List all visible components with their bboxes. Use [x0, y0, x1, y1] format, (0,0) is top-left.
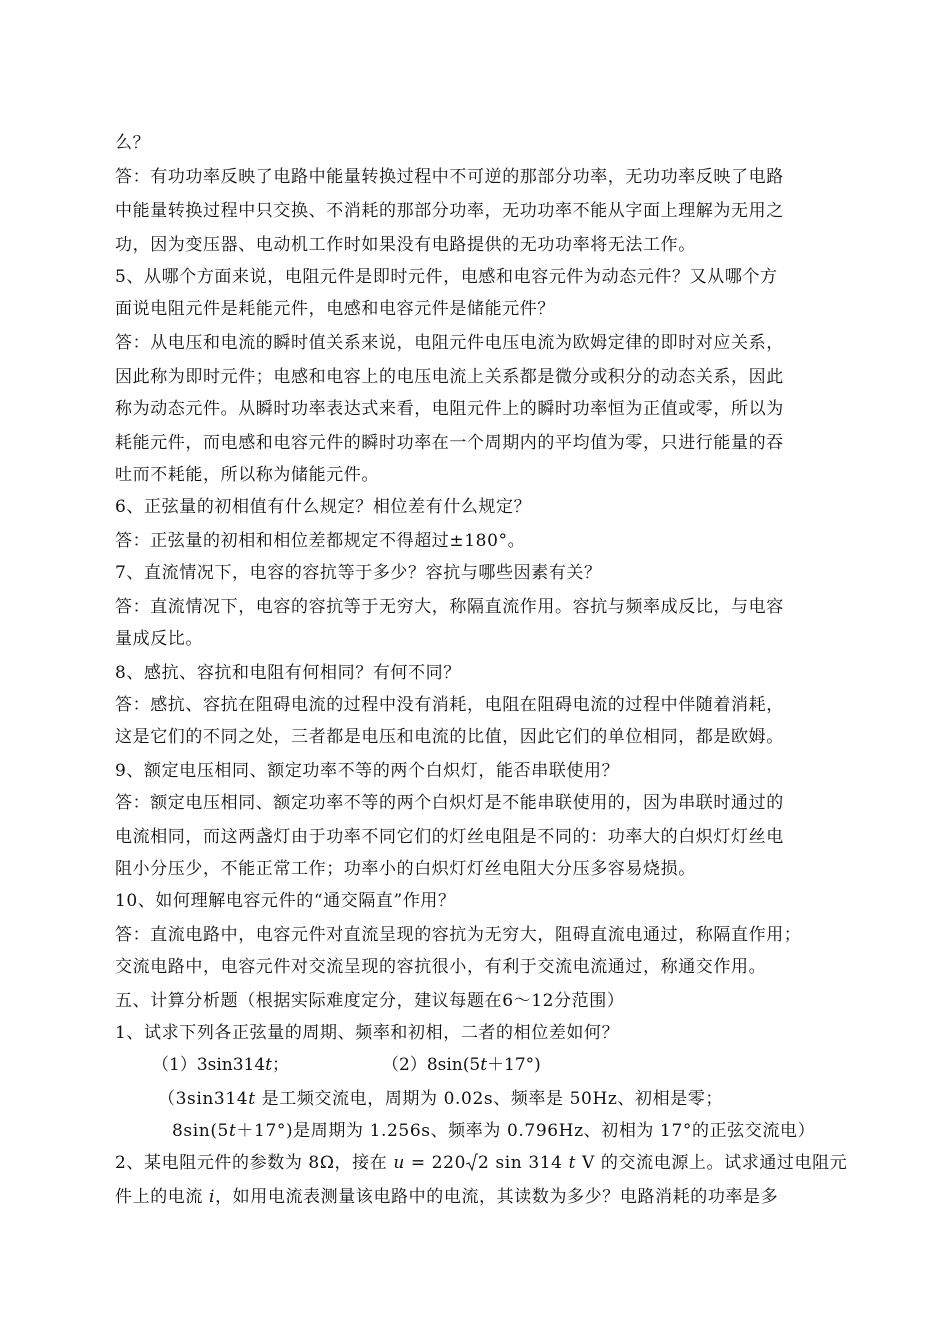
text-line: 这是它们的不同之处，三者都是电压和电流的比值，因此它们的单位相同，都是欧姆。 [115, 727, 784, 747]
calc-item-1-end: ； [272, 1055, 290, 1075]
question-5: 5、从哪个方面来说，电阻元件是即时元件，电感和电容元件为动态元件？又从哪个方 [115, 267, 778, 287]
text-line [115, 1182, 845, 1212]
q2-eq: = 220 [404, 1153, 467, 1173]
q2-u: u [393, 1153, 405, 1173]
question-7: 7、直流情况下，电容的容抗等于多少？容抗与哪些因素有关？ [115, 563, 602, 583]
ans-part: （3sin314 [158, 1089, 249, 1109]
text-line: 交流电路中，电容元件对交流呈现的容抗很小，有利于交流电流通过，称通交作用。 [115, 957, 767, 977]
ans-part: 8sin(5 [172, 1121, 229, 1141]
calc-answer-line-1 [158, 1084, 848, 1114]
answer-5: 答：从电压和电流的瞬时值关系来说，电阻元件电压电流为欧姆定律的即时对应关系， [115, 333, 784, 353]
calc-item-2-end: ＋17°) [487, 1055, 541, 1075]
ans-part: ＋17°)是周期为 1.256s、频率为 0.796Hz、初相为 17°的正弦交流电） [236, 1121, 816, 1141]
q2-i: i [209, 1187, 216, 1207]
q2-unit: V 的交流电源上。试求通过电阻元 [576, 1153, 848, 1173]
text-line: 面说电阻元件是耗能元件，电感和电容元件是储能元件？ [115, 299, 555, 319]
text-line: 量成反比。 [115, 629, 203, 649]
text-line: 么？ [115, 133, 151, 153]
question-9: 9、额定电压相同、额定功率不等的两个白炽灯，能否串联使用？ [115, 761, 620, 781]
q2-t: t [568, 1153, 577, 1173]
text-line: 电流相同，而这两盏灯由于功率不同它们的灯丝电阻是不同的：功率大的白炽灯灯丝电 [115, 827, 784, 847]
question-10: 10、如何理解电容元件的“通交隔直”作用？ [115, 891, 456, 911]
calc-item-1-label: （1）3sin314 [152, 1055, 266, 1075]
answer-6: 答：正弦量的初相和相位差都规定不得超过±180°。 [115, 531, 526, 551]
sqrt-icon [466, 1153, 478, 1171]
answer-10: 答：直流电路中，电容元件对直流呈现的容抗为无穷大，阻碍直流电通过，称隔直作用； [115, 925, 802, 945]
q2-part: 2、某电阻元件的参数为 8Ω，接在 [115, 1153, 394, 1173]
text-line: 因此称为即时元件；电感和电容上的电压电流上关系都是微分或积分的动态关系，因此 [115, 367, 784, 387]
question-8: 8、感抗、容抗和电阻有何相同？有何不同？ [115, 663, 461, 683]
answer-7: 答：直流情况下，电容的容抗等于无穷大，称隔直流作用。容抗与频率成反比，与电容 [115, 597, 784, 617]
calc-item-2-var: t [480, 1055, 488, 1075]
calc-question-2 [115, 1148, 848, 1178]
text-line: 耗能元件，而电感和电容元件的瞬时功率在一个周期内的平均值为零，只进行能量的吞 [115, 433, 784, 453]
text-line: 吐而不耗能，所以称为储能元件。 [115, 465, 379, 485]
ans-var: t [248, 1089, 256, 1109]
text-line: 称为动态元件。从瞬时功率表达式来看，电阻元件上的瞬时功率恒为正值或零，所以为 [115, 399, 784, 419]
answer-9: 答：额定电压相同、额定功率不等的两个白炽灯是不能串联使用的，因为串联时通过的 [115, 793, 784, 813]
calc-item-1-var: t [265, 1055, 273, 1075]
ans-var: t [228, 1121, 237, 1141]
text-line: 功，因为变压器、电动机工作时如果没有电路提供的无功功率将无法工作。 [115, 235, 696, 255]
q2-sin: sin 314 [489, 1153, 569, 1173]
question-6: 6、正弦量的初相值有什么规定？相位差有什么规定？ [115, 497, 532, 517]
calc-question-1: 1、试求下列各正弦量的周期、频率和初相，二者的相位差如何？ [115, 1023, 620, 1043]
answer-8: 答：感抗、容抗在阻碍电流的过程中没有消耗，电阻在阻碍电流的过程中伴随着消耗， [115, 695, 784, 715]
calc-item-1 [152, 1050, 289, 1080]
text-line: 阻小分压少，不能正常工作；功率小的白炽灯灯丝电阻大分压多容易烧损。 [115, 859, 696, 879]
text-line: 中能量转换过程中只交换、不消耗的那部分功率，无功功率不能从字面上理解为无用之 [115, 201, 784, 221]
q2-part: ，如用电流表测量该电路中的电流，其读数为多少？电路消耗的功率是多 [215, 1187, 779, 1207]
ans-part: 是工频交流电，周期为 0.02s、频率是 50Hz、初相是零； [255, 1089, 724, 1109]
calc-item-2 [382, 1050, 541, 1080]
text-line: 答：有功功率反映了电路中能量转换过程中不可逆的那部分功率，无功功率反映了电路 [115, 167, 784, 187]
section-heading: 五、计算分析题（根据实际难度定分，建议每题在6～12分范围） [115, 991, 625, 1011]
calc-item-2-label: （2）8sin(5 [382, 1055, 481, 1075]
q2-part: 件上的电流 [115, 1187, 210, 1207]
calc-answer-line-2 [172, 1116, 848, 1146]
q2-two: 2 [478, 1153, 490, 1173]
